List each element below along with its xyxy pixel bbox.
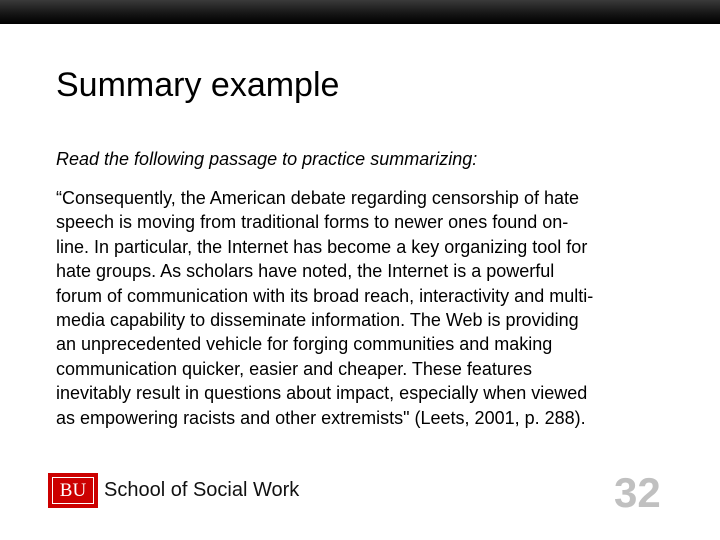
passage-line: speech is moving from traditional forms to newer ones found on-	[56, 212, 569, 233]
passage-line: communication quicker, easier and cheaper. These features	[56, 358, 532, 379]
slide-title: Summary example	[56, 66, 340, 104]
passage-line: inevitably result in questions about impact, especially when viewed	[56, 383, 588, 404]
passage-line: “Consequently, the American debate regarding censorship of hate	[56, 188, 579, 208]
passage-line: media capability to disseminate information. The Web is providing	[56, 310, 579, 331]
passage-line: hate groups. As scholars have noted, the Internet is a powerful	[56, 261, 555, 282]
passage-text	[56, 186, 668, 430]
bu-logo	[48, 473, 98, 508]
school-name: School of Social Work	[104, 479, 300, 501]
passage-line: forum of communication with its broad reach, interactivity and multi-	[56, 285, 594, 306]
page-number: 32	[614, 469, 661, 516]
passage-line: as empowering racists and other extremists" (Leets, 2001, p. 288).	[56, 407, 586, 428]
passage-line: line. In particular, the Internet has become a key organizing tool for	[56, 236, 588, 257]
instruction-text: Read the following passage to practice summarizing:	[56, 149, 478, 169]
bu-logo-text: BU	[52, 477, 94, 504]
top-bar	[0, 0, 720, 24]
passage-line: an unprecedented vehicle for forging communities and making	[56, 334, 553, 355]
